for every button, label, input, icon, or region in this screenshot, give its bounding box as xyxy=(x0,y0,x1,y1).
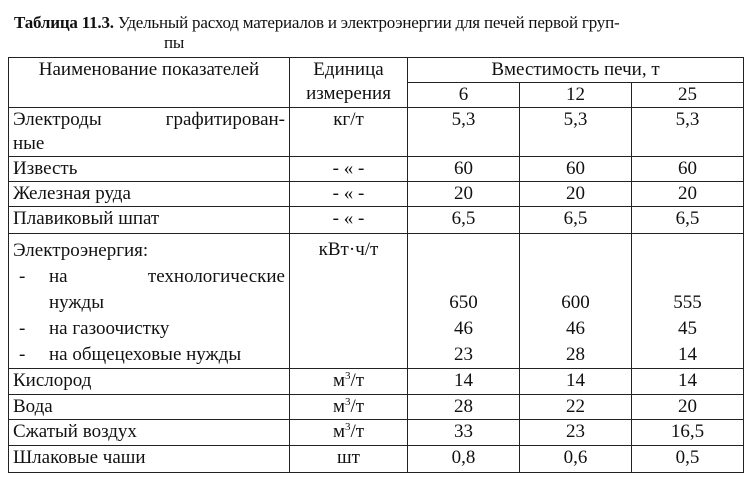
row-value: 14 xyxy=(408,369,520,395)
header-unit-line2: измерения xyxy=(306,83,391,104)
caption-label: Таблица 11.3. xyxy=(14,13,114,32)
row-name: Шлаковые чаши xyxy=(9,446,290,473)
row-value: 22 xyxy=(520,395,632,420)
row-unit: $м^3/т$ xyxy=(290,420,408,446)
row-values: 650 46 23 xyxy=(408,234,520,369)
table-row xyxy=(9,369,744,395)
table-row xyxy=(9,207,744,234)
consumption-table xyxy=(8,57,744,473)
row-name: Электроэнергия: - на технологические нужды - на газоочистку - на общецеховые нужды xyxy=(9,234,290,369)
row-values: 555 45 14 xyxy=(632,234,744,369)
header-unit-line1: Единица xyxy=(313,59,384,80)
table-row xyxy=(9,157,744,182)
row-values: 600 46 28 xyxy=(520,234,632,369)
header-capacity-6: 6 xyxy=(408,83,520,108)
row-name: Известь xyxy=(9,157,290,182)
header-name: Наименование показателей xyxy=(9,58,290,108)
table-row xyxy=(9,108,744,157)
header-capacity-25: 25 xyxy=(632,83,744,108)
row-value: 0,8 xyxy=(408,446,520,473)
row-value: 0,6 xyxy=(520,446,632,473)
table-row-electricity xyxy=(9,234,744,369)
row-value: 23 xyxy=(520,420,632,446)
row-value: 5,3 xyxy=(408,108,520,157)
row-value: 16,5 xyxy=(632,420,744,446)
row-unit: кг/т xyxy=(290,108,408,157)
sub-item: - на газоочистку xyxy=(19,318,170,339)
row-value: 20 xyxy=(632,182,744,207)
row-name: Железная руда xyxy=(9,182,290,207)
table-row xyxy=(9,420,744,446)
row-value: 20 xyxy=(632,395,744,420)
sub-item: - на технологические xyxy=(19,266,285,287)
row-unit: - « - xyxy=(290,182,408,207)
row-value: 0,5 xyxy=(632,446,744,473)
row-value: 6,5 xyxy=(408,207,520,234)
caption-text: Удельный расход материалов и электроэнергии для печей первой груп- xyxy=(113,13,620,32)
row-value: 5,3 xyxy=(632,108,744,157)
row-value: 60 xyxy=(408,157,520,182)
table-row xyxy=(9,395,744,420)
row-value: 20 xyxy=(408,182,520,207)
row-unit: - « - xyxy=(290,157,408,182)
row-value: 33 xyxy=(408,420,520,446)
row-unit: кВт·ч/т xyxy=(290,234,408,369)
header-unit xyxy=(290,58,408,108)
row-value: 20 xyxy=(520,182,632,207)
table-row xyxy=(9,446,744,473)
header-capacity-12: 12 xyxy=(520,83,632,108)
row-unit: - « - xyxy=(290,207,408,234)
row-value: 60 xyxy=(520,157,632,182)
header-capacity-group: Вместимость печи, т xyxy=(408,58,744,83)
row-name: Электроды графитирован- ные xyxy=(9,108,290,157)
table-caption xyxy=(14,12,744,52)
row-value: 6,5 xyxy=(520,207,632,234)
row-value: 14 xyxy=(632,369,744,395)
row-value: 28 xyxy=(408,395,520,420)
table-row xyxy=(9,182,744,207)
caption-continuation: пы xyxy=(164,33,185,52)
row-name: Вода xyxy=(9,395,290,420)
row-unit: $м^3/т$ xyxy=(290,369,408,395)
row-name: Кислород xyxy=(9,369,290,395)
row-unit: $м^3/т$ xyxy=(290,395,408,420)
row-value: 5,3 xyxy=(520,108,632,157)
row-value: 6,5 xyxy=(632,207,744,234)
row-name: Плавиковый шпат xyxy=(9,207,290,234)
row-value: 60 xyxy=(632,157,744,182)
row-value: 14 xyxy=(520,369,632,395)
row-unit: шт xyxy=(290,446,408,473)
row-name: Сжатый воздух xyxy=(9,420,290,446)
sub-item: - на общецеховые нужды xyxy=(19,344,242,365)
